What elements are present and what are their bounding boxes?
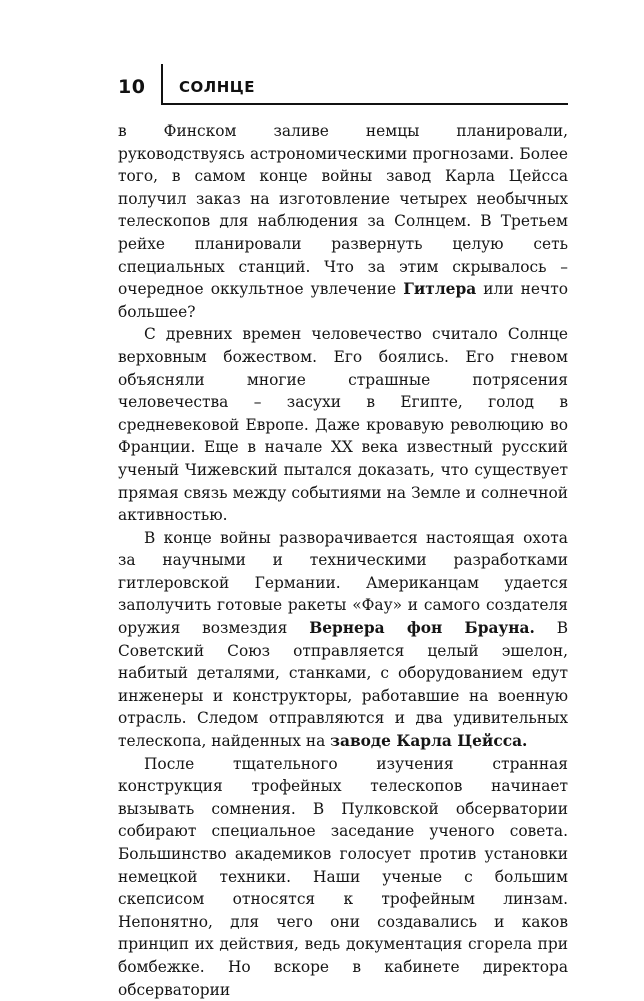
- bold-text-run: Гитлера: [403, 280, 477, 299]
- text-run: После тщательного изучения странная конструкция трофейных телескопов начинает вызывать сомнения. В Пулковской обсерватории собирают специальное заседание ученого совета. Большинство академиков голосует против установки немецкой техники. Наши ученые с большим скепсисом относятся к трофейным линзам. Непонятно, для чего они создавались и каков принцип их действия, ведь документация сгорела при бомбежке. Но вскоре в кабинете директора обсерватории: [118, 754, 568, 999]
- bold-text-run: заводе Карла Цейсса.: [330, 732, 528, 751]
- paragraph: [118, 527, 568, 753]
- bold-text-run: Вернера фон Брауна.: [309, 619, 535, 638]
- text-run: С древних времен человечество считало Солнце верховным божеством. Его боялись. Его гневом объясняли многие страшные потрясения человечества – засухи в Египте, голод в средневековой Европе. Даже кровавую революцию во Франции. Еще в начале XX века известный русский ученый Чижевский пытался доказать, что существует прямая связь между событиями на Земле и солнечной активностью.: [118, 325, 568, 525]
- paragraph: [118, 753, 568, 1001]
- text-run: или нечто большее?: [118, 280, 568, 321]
- text-run: В Советский Союз отправляется целый эшелон, набитый деталями, станками, с оборудованием едут инженеры и конструкторы, работавшие на военную отрасль. Следом отправляются и два удивительных телескопа, найденных на: [118, 619, 569, 751]
- header-rule: [161, 103, 568, 105]
- paragraph: [118, 120, 568, 323]
- page-number: 10: [118, 76, 146, 98]
- paragraph: [118, 323, 568, 526]
- body-text: [118, 120, 568, 1001]
- page-header: [118, 62, 568, 106]
- running-title: СОЛНЦЕ: [179, 78, 255, 96]
- text-run: в Финском заливе немцы планировали, руководствуясь астрономическими прогнозами. Более того, в самом конце войны завод Карла Цейсса получил заказ на изготовление четырех необычных телескопов для наблюдения за Солнцем. В Третьем рейхе планировали развернуть целую сеть специальных станций. Что за этим скрывалось – очередное оккультное увлечение: [118, 122, 568, 299]
- header-divider: [161, 64, 163, 104]
- text-run: В конце войны разворачивается настоящая охота за научными и техническими разработками гитлеровской Германии. Американцам удается заполучить готовые ракеты «Фау» и самого создателя оружия возмездия: [118, 528, 568, 638]
